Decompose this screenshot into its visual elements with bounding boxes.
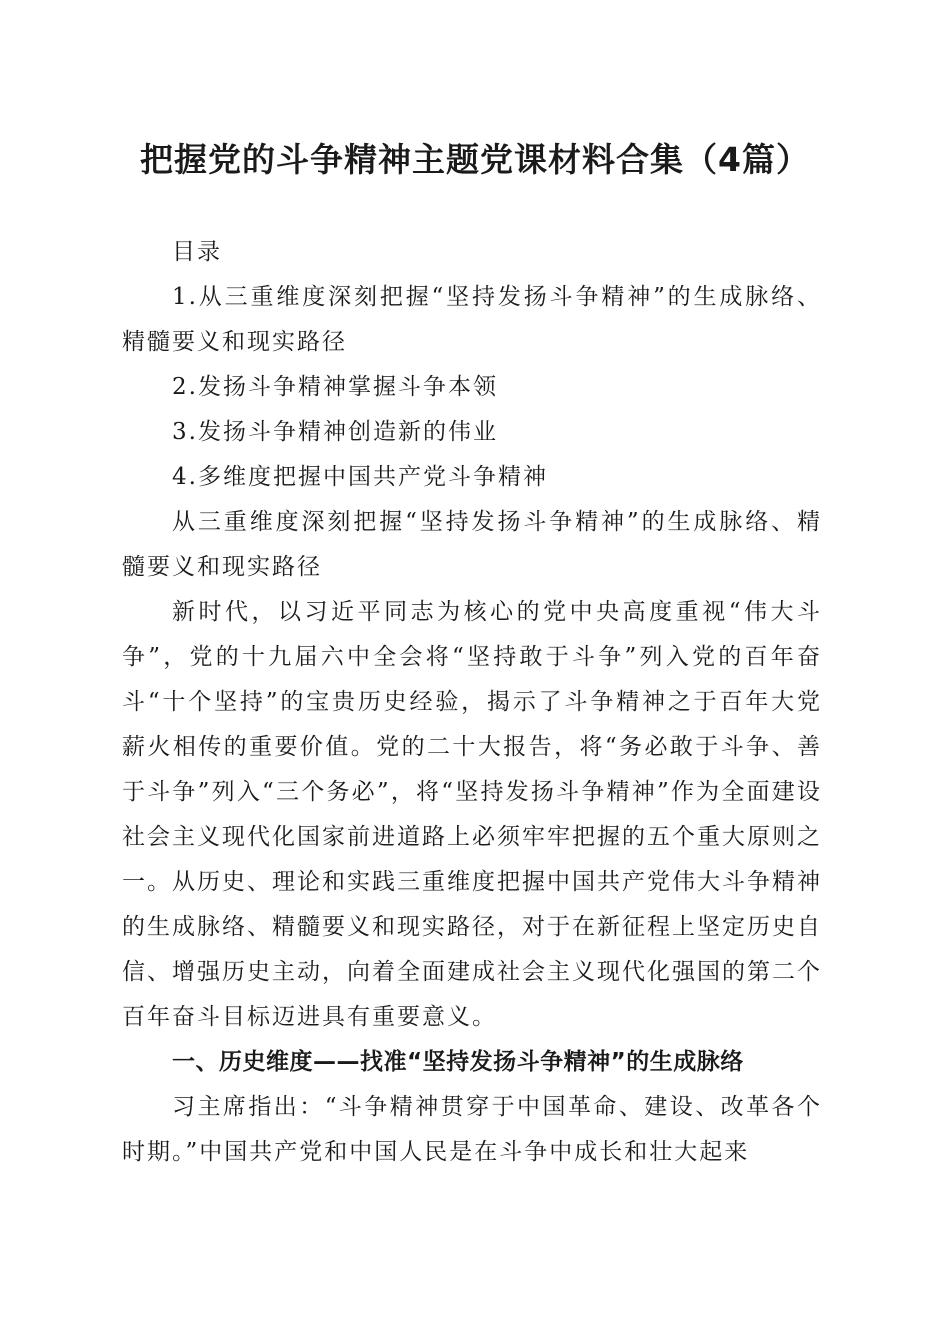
toc-label: 目录 (172, 239, 222, 265)
toc-item: 3.发扬斗争精神创造新的伟业 (172, 419, 498, 445)
toc-item: 1.从三重维度深刻把握“坚持发扬斗争精神”的生成脉络、精髓要义和现实路径 (122, 284, 822, 355)
section-paragraph: 习主席指出：“斗争精神贯穿于中国革命、建设、改革各个时期。”中国共产党和中国人民是在斗争中成长和壮大起来 (122, 1094, 822, 1165)
section-heading: 一、历史维度——找准“坚持发扬斗争精神”的生成脉络 (172, 1049, 744, 1075)
document-body (122, 230, 822, 1175)
intro-paragraph: 新时代，以习近平同志为核心的党中央高度重视“伟大斗争”，党的十九届六中全会将“坚持敢于斗争”列入党的百年奋斗“十个坚持”的宝贵历史经验，揭示了斗争精神之于百年大党薪火相传的重要价值。党的二十大报告，将“务必敢于斗争、善于斗争”列入“三个务必”，将“坚持发扬斗争精神”作为全面建设社会主义现代化国家前进道路上必须牢牢把握的五个重大原则之一。从历史、理论和实践三重维度把握中国共产党伟大斗争精神的生成脉络、精髓要义和现实路径，对于在新征程上坚定历史自信、增强历史主动，向着全面建成社会主义现代化强国的第二个百年奋斗目标迈进具有重要意义。 (122, 599, 822, 1030)
toc-item: 2.发扬斗争精神掌握斗争本领 (172, 374, 498, 400)
document-title: 把握党的斗争精神主题党课材料合集（4篇） (140, 140, 810, 179)
article-title: 从三重维度深刻把握“坚持发扬斗争精神”的生成脉络、精髓要义和现实路径 (122, 509, 822, 580)
toc-item: 4.多维度把握中国共产党斗争精神 (172, 464, 548, 490)
